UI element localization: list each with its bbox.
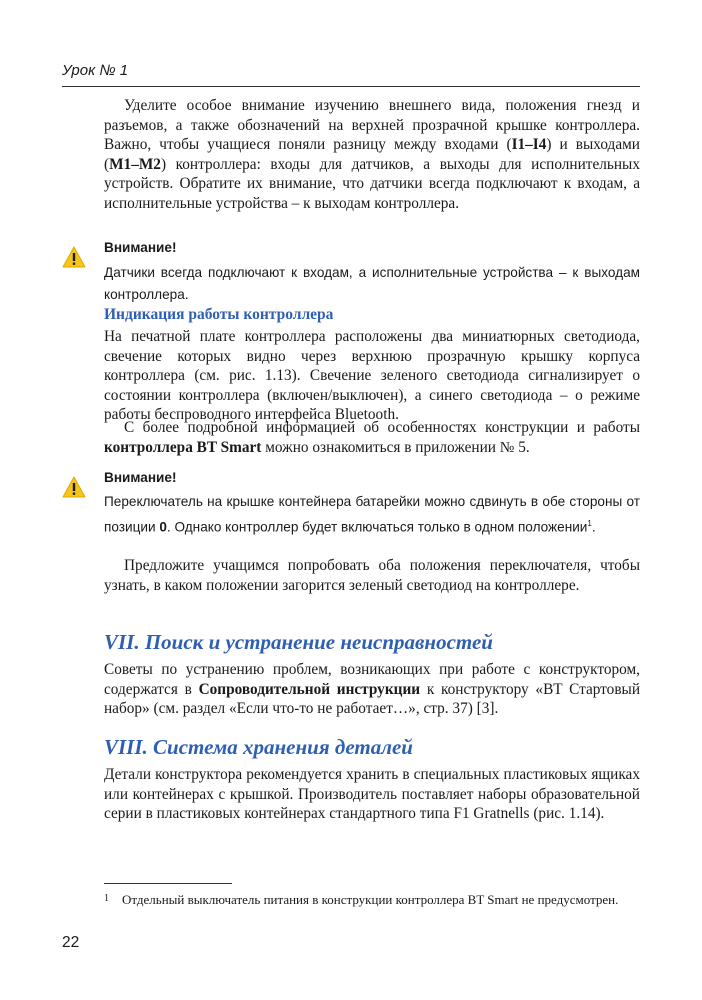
footnote-text: Отдельный выключатель питания в конструкции контроллера BT Smart не предусмотрен. [122,892,619,907]
switch-position: 0 [159,519,167,535]
section-7-text-2: к конструктору «BT Стартовый набор» (см. раздел «Если что-то не работает…», стр. 37) [3]. [104,680,641,718]
indication-text-1: С более подробной информацией об особенностях конструкции и работы [124,419,640,436]
intro-text-2: ) и выходами ( [104,136,640,173]
indication-paragraph-2 [104,418,640,457]
footnote-divider [104,883,232,884]
intro-paragraph [104,96,640,214]
section-8-paragraph: Детали конструктора рекомендуется хранить в специальных пластиковых ящиках или контейнерах с крышкой. Производитель поставляет наборы образовательной серии в пластиковых контейнерах стандартного типа F1 Gratnells (рис. 1.14). [104,766,640,823]
footnote-reference: 1 [587,518,592,528]
warning-title: Внимание! [104,470,177,485]
header-divider [62,86,640,87]
warning-text-2: . Однако контроллер будет включаться только в одном положении [166,519,588,535]
section-8-heading: VIII. Система хранения деталей [104,735,413,759]
lesson-title: Урок № 1 [62,62,129,79]
intro-text-1: Уделите особое внимание изучению внешнего вида, положения гнезд и разъемов, а также обозначений на верхней прозрачной крышке контроллера. Важно, чтобы учащиеся поняли разницу между входами ( [104,97,640,154]
warning-text-3: . [591,519,596,535]
indication-text-2: можно ознакомиться в приложении № 5. [261,438,530,456]
warning-title: Внимание! [104,240,177,255]
footnote-mark: 1 [104,893,109,904]
page-header [62,62,640,79]
indication-paragraph: На печатной плате контроллера расположены два миниатюрных светодиода, свечение которых видно через верхнюю прозрачную крышку корпуса контроллера (см. рис. 1.13). Свечение зеленого светодиода сигнализирует о состоянии контроллера (включен/выключен), а синего светодиода – о режиме работы беспроводного интерфейса Bluetooth. [104,328,640,424]
section-7-heading: VII. Поиск и устранение неисправностей [104,630,493,654]
outputs-label: M1–M2 [109,155,161,173]
warning-icon [62,476,86,498]
warning-icon [62,246,86,268]
controller-name: контроллера BT Smart [104,438,262,456]
warning-text-1: Переключатель на крышке контейнера батарейки можно сдвинуть в обе стороны от позиции [104,494,640,535]
section-7-paragraph [104,660,640,719]
intro-text-3: ) контроллера: входы для датчиков, а выходы для исполнительных устройств. Обратите их внимание, что датчики всегда подключают к входам, а исполнительные устройства – к выходам контроллера. [104,155,640,212]
instruction-title: Сопроводительной инструкции [198,680,421,698]
section-7-text-1: Советы по устранению проблем, возникающих при работе с конструктором, содержатся в [104,661,640,698]
page-number: 22 [62,934,80,951]
indication-heading: Индикация работы контроллера [104,306,334,323]
inputs-label: I1–I4 [511,136,547,154]
suggest-paragraph: Предложите учащимся попробовать оба положения переключателя, чтобы узнать, в каком положении загорится зеленый светодиод на контроллере. [104,557,640,594]
warning-text [104,491,640,538]
warning-text: Датчики всегда подключают к входам, а исполнительные устройства – к выходам контроллера. [104,265,640,302]
